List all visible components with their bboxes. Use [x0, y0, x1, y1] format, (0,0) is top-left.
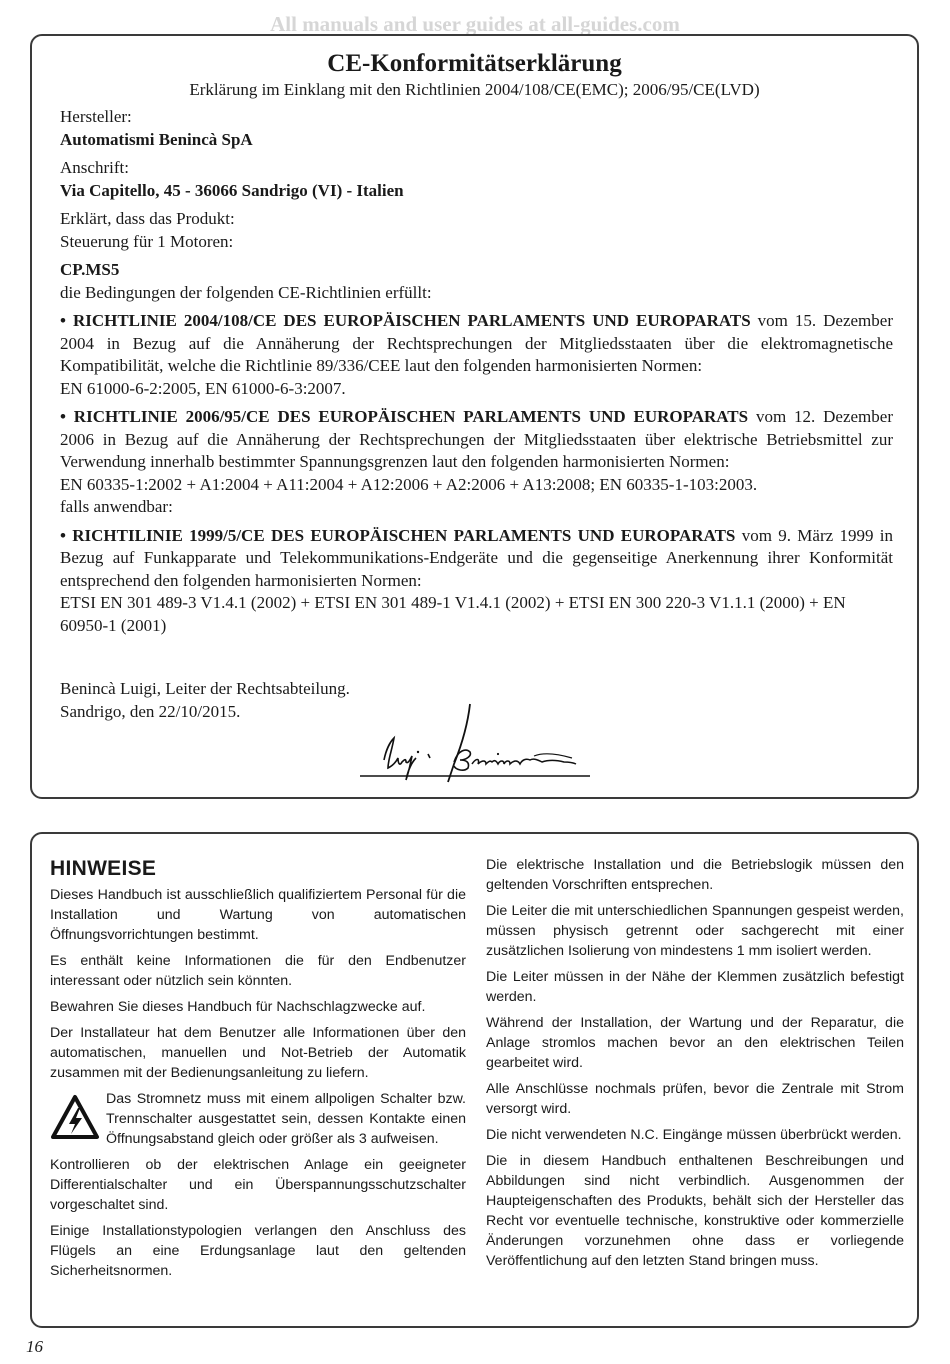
address: Via Capitello, 45 - 36066 Sandrigo (VI) - Italien	[60, 180, 404, 200]
place-date: Sandrigo, den 22/10/2015.	[60, 701, 241, 721]
notes-paragraph: Einige Installationstypologien verlangen den Anschluss des Flügels an eine Erdungsanlage laut den geltenden Sicherheitsnormen.	[50, 1223, 466, 1279]
declares-line-2: Steuerung für 1 Motoren:	[60, 231, 234, 251]
signatory-block	[60, 678, 350, 723]
address-label: Anschrift:	[60, 158, 129, 177]
directive-lvd-norms: EN 60335-1:2002 + A1:2004 + A11:2004 + A12:2006 + A2:2006 + A13:2008; EN 60335-1-103:2003.	[60, 474, 758, 494]
notes-paragraph: Es enthält keine Informationen die für den Endbenutzer interessant oder nützlich sein könnten.	[50, 953, 466, 989]
directive-rtte-norms: ETSI EN 301 489-3 V1.4.1 (2002) + ETSI EN 301 489-1 V1.4.1 (2002) + ETSI EN 300 220-3 V1.1.1 (2000) + EN 60950-1 (2001)	[60, 593, 846, 635]
notes-paragraph: Die Leiter müssen in der Nähe der Klemmen zusätzlich befestigt werden.	[486, 969, 904, 1005]
directive-rtte: • RICHTILINIE 1999/5/CE DES EUROPÄISCHEN PARLAMENTS UND EUROPARATS vom 9. März 1999 in Bezug auf Funkapparate und Telekommunikations-Endgeräte und die gegenseitige Anerkennung ihrer Konformität entsprechend den folgenden harmonisierten Normen:	[60, 525, 893, 590]
directive-emc: • RICHTLINIE 2004/108/CE DES EUROPÄISCHEN PARLAMENTS UND EUROPARATS vom 15. Dezember 2004 in Bezug auf die Annäherung der Rechtsprechungen der Mitgliedsstaaten über die elektromagnetische Kompatibilität, welche die Richtlinie 89/336/CEE laut den folgenden harmonisierten Normen:	[60, 311, 893, 375]
notes-paragraph: Die in diesem Handbuch enthaltenen Beschreibungen und Abbildungen sind nicht verbindlich. Ausgenommen der Haupteigenschaften des Produkts, behält sich der Hersteller das Recht vor eventuelle technische, konstruktive oder kommerzielle Änderungen vorzunehmen ohne dass er vorliegende Veröffentlichung auf den letzten Stand bringen muss.	[486, 1153, 904, 1269]
signatory-name: Benincà Luigi, Leiter der Rechtsabteilung.	[60, 679, 350, 698]
notes-left-column	[50, 856, 466, 1287]
page-number: 16	[26, 1337, 43, 1356]
manufacturer-name: Automatismi Benincà SpA	[60, 129, 253, 149]
notes-paragraph: Die Leiter die mit unterschiedlichen Spannungen gespeist werden, müssen physisch getrennt oder sachgerecht mit einer zusätzlichen Isolierung von mindestens 1 mm isoliert werden.	[486, 903, 904, 959]
notes-right-column	[486, 855, 904, 1277]
declaration-subtitle: Erklärung im Einklang mit den Richtlinien 2004/108/CE(EMC); 2006/95/CE(LVD)	[189, 80, 760, 99]
notes-box	[30, 832, 919, 1328]
notes-paragraph: Alle Anschlüsse nochmals prüfen, bevor die Zentrale mit Strom versorgt wird.	[486, 1081, 904, 1117]
notes-paragraph: Die elektrische Installation und die Betriebslogik müssen den geltenden Vorschriften entsprechen.	[486, 857, 904, 893]
manufacturer-label: Hersteller:	[60, 107, 132, 126]
conditions-text: die Bedingungen der folgenden CE-Richtlinien erfüllt:	[60, 282, 432, 302]
declaration-title: CE-Konformitätserklärung	[327, 50, 622, 77]
product-code: CP.MS5	[60, 260, 120, 279]
notes-title: HINWEISE	[50, 857, 157, 880]
notes-paragraph: Die nicht verwendeten N.C. Eingänge müssen überbrückt werden.	[486, 1127, 902, 1143]
declaration-body	[60, 106, 893, 637]
notes-paragraph: Kontrollieren ob der elektrischen Anlage ein geeigneter Differentialschalter und ein Überspannungsschutzschalter vorgeschaltet sind.	[50, 1157, 466, 1213]
ce-declaration-box	[30, 34, 919, 799]
watermark: All manuals and user guides at all-guides.com	[270, 12, 680, 36]
notes-paragraph: Dieses Handbuch ist ausschließlich qualifiziertem Personal für die Installation und Wartung von automatischen Öffnungsvorrichtungen bestimmt.	[50, 887, 466, 943]
directive-lvd-extra: falls anwendbar:	[60, 497, 173, 516]
notes-paragraph: Bewahren Sie dieses Handbuch für Nachschlagzwecke auf.	[50, 999, 426, 1015]
notes-paragraph: Der Installateur hat dem Benutzer alle Informationen über den automatischen, manuellen und Not-Betrieb der Automatik zusammen mit der Bedienungsanleitung zu liefern.	[50, 1025, 466, 1081]
directive-lvd: • RICHTLINIE 2006/95/CE DES EUROPÄISCHEN PARLAMENTS UND EUROPARATS vom 12. Dezember 2006 in Bezug auf die Annäherung der Rechtsprechungen der Mitgliedsstaaten über elektrische Betriebsmittel zur Verwendung innerhalb bestimmter Spannungsgrenzen laut den folgenden harmonisierten Normen:	[60, 407, 893, 471]
handwritten-signature	[358, 698, 592, 788]
electric-hazard-icon	[50, 1093, 100, 1141]
directive-emc-norms: EN 61000-6-2:2005, EN 61000-6-3:2007.	[60, 378, 346, 398]
declares-line-1: Erklärt, dass das Produkt:	[60, 209, 235, 228]
warning-paragraph: Das Stromnetz muss mit einem allpoligen Schalter bzw. Trennschalter ausgestattet sein, dessen Kontakte einen Öffnungsabstand gleich oder größer als 3 aufweisen.	[50, 1089, 466, 1149]
notes-paragraph: Während der Installation, der Wartung und der Reparatur, die Anlage stromlos machen bevor an den elektrischen Teilen gearbeitet wird.	[486, 1015, 904, 1071]
